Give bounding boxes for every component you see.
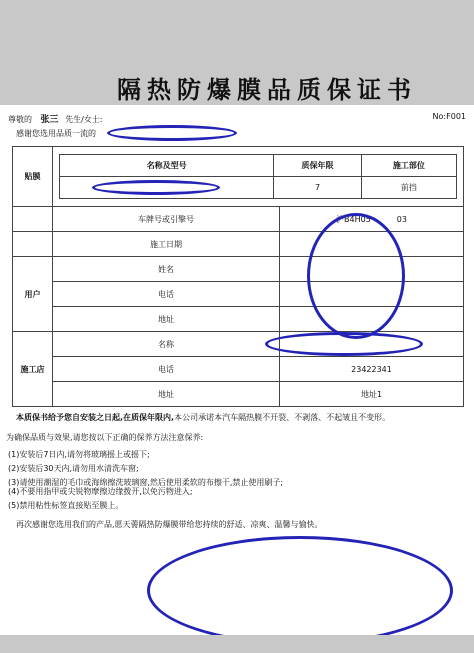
warranty-statement (16, 412, 390, 423)
redaction-mark (92, 180, 220, 195)
care-item: (5)禁用粘性标签直接贴至膜上。 (8, 501, 124, 510)
redaction-mark (107, 125, 237, 141)
thanks-line: 感谢您选用品质一流的 (16, 129, 96, 138)
care-intro: 为确保品质与效果,请您按以下正确的保养方法注意保养: (6, 433, 204, 442)
shop-phone-value: 23422341 (280, 357, 464, 382)
plate-value-visible: 沪B4H05 (336, 214, 371, 224)
user-phone-label: 电话 (53, 282, 280, 307)
user-name-label: 姓名 (53, 257, 280, 282)
film-section-label: 贴膜 (13, 147, 53, 207)
film-section-spacer (13, 207, 53, 232)
plate-label: 车牌号或引擎号 (53, 207, 280, 232)
care-item: (2)安装后30天内,请勿用水清洗车窗; (8, 464, 139, 473)
shop-phone-label: 电话 (53, 357, 280, 382)
header-warranty-years: 质保年限 (274, 155, 361, 177)
header-install-position: 施工部位 (361, 155, 456, 177)
user-address-label: 地址 (53, 307, 280, 332)
install-date-label: 施工日期 (53, 232, 280, 257)
warranty-years-value: 7 (274, 177, 361, 199)
document-title: 隔热防爆膜品质保证书 (117, 76, 417, 104)
redaction-mark (147, 536, 453, 645)
redaction-mark (265, 332, 423, 356)
greeting (8, 112, 103, 125)
customer-name: 张三 (40, 115, 59, 125)
film-product-cell (53, 147, 464, 207)
warranty-statement-bold: 本质保书给予您自安装之日起,在质保年限内, (16, 413, 175, 422)
plate-value-tail: 03 (396, 214, 407, 224)
shop-name-label: 名称 (53, 332, 280, 357)
care-item: (4)不要用指甲或尖锐物摩擦边缘拨开,以免污物进入; (8, 487, 193, 496)
certificate-number: No:F001 (432, 112, 466, 121)
care-item: (1)安装后7日内,请勿将玻璃摇上或摇下; (8, 450, 150, 459)
film-section-spacer-2 (13, 232, 53, 257)
greeting-prefix: 尊敬的 (8, 115, 32, 124)
shop-section-label: 施工店 (13, 332, 53, 407)
care-item: (3)请使用潮湿的毛巾或海绵擦洗玻璃窗,然后使用柔软的布擦干,禁止使用刷子; (8, 478, 284, 487)
user-section-label: 用户 (13, 257, 53, 332)
footer-band (0, 635, 474, 653)
redaction-mark (307, 213, 405, 339)
shop-address-value: 地址1 (280, 382, 464, 407)
warranty-statement-rest: 本公司承诺本汽车隔热膜不开裂、不剥落、不起皱且不变形。 (174, 413, 391, 422)
install-position-value: 前挡 (361, 177, 456, 199)
shop-address-label: 地址 (53, 382, 280, 407)
closing-line: 再次感谢您选用我们的产品,愿天薷隔热防爆膜带给您持续的舒适、凉爽、温馨与愉快。 (16, 520, 323, 529)
greeting-suffix: 先生/女士: (65, 115, 103, 124)
header-name-model: 名称及型号 (60, 155, 274, 177)
